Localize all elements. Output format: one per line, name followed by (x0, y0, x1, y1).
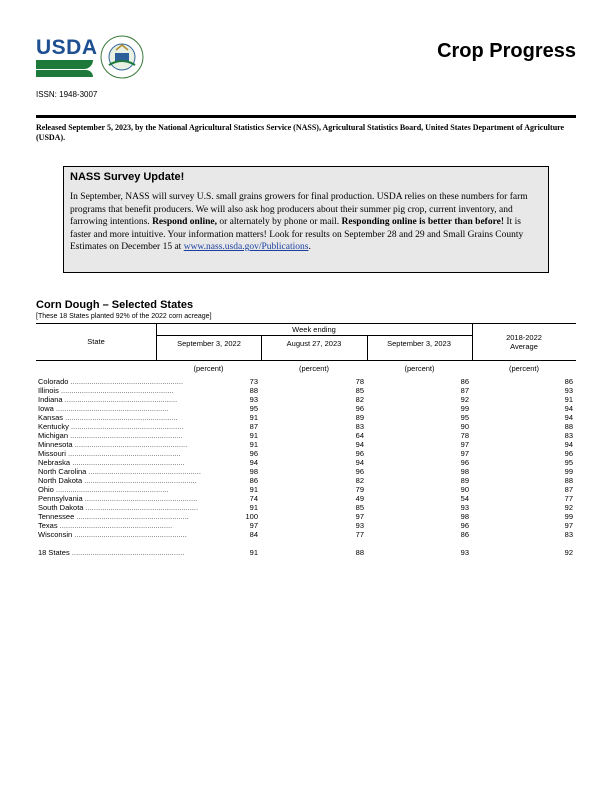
table-row (36, 485, 576, 494)
leader-dots: ...................................................... (86, 467, 201, 476)
leader-dots: ...................................................... (62, 395, 178, 404)
state-label: North Dakota (38, 476, 83, 485)
leader-dots: ...................................................... (63, 413, 178, 422)
value-cell: 95 (249, 404, 258, 413)
usda-logo-wave (36, 70, 93, 77)
state-name (38, 449, 181, 458)
state-name (38, 458, 185, 467)
value-cell: 97 (355, 512, 364, 521)
value-cell: 64 (355, 431, 364, 440)
value-cell: 94 (355, 458, 364, 467)
state-label: 18 States (38, 548, 70, 557)
leader-dots: ...................................................... (65, 449, 181, 458)
table-row (36, 494, 576, 503)
value-cell: 94 (564, 404, 573, 413)
column-header-aug-27-2023: August 27, 2023 (286, 339, 342, 348)
value-cell: 93 (249, 395, 258, 404)
table-row (36, 440, 576, 449)
table-row (36, 404, 576, 413)
value-cell: 91 (249, 548, 258, 557)
notice-body (70, 191, 542, 254)
leader-dots: ...................................................... (72, 530, 187, 539)
state-name (38, 440, 188, 449)
notice-bold-text: Respond online, (152, 217, 217, 227)
state-name (38, 413, 178, 422)
value-cell: 96 (355, 449, 364, 458)
state-label: Minnesota (38, 440, 73, 449)
table-row (36, 449, 576, 458)
leader-dots: ...................................................... (83, 503, 199, 512)
value-cell: 86 (460, 377, 469, 386)
value-cell: 94 (355, 440, 364, 449)
value-cell: 93 (355, 521, 364, 530)
leader-dots: ...................................................... (74, 512, 189, 521)
value-cell: 98 (249, 467, 258, 476)
table-row (36, 431, 576, 440)
usda-logo-wave (36, 60, 93, 69)
value-cell: 97 (460, 440, 469, 449)
value-cell: 94 (249, 458, 258, 467)
state-name (38, 494, 198, 503)
state-label: Indiana (38, 395, 63, 404)
value-cell: 84 (249, 530, 258, 539)
table-row (36, 386, 576, 395)
table-row (36, 395, 576, 404)
state-label: Kentucky (38, 422, 69, 431)
header-rule (36, 115, 576, 118)
state-name (38, 548, 185, 557)
state-name (38, 386, 174, 395)
column-header-average: 2018-2022 Average (506, 333, 542, 351)
value-cell: 88 (355, 548, 364, 557)
value-cell: 82 (355, 395, 364, 404)
report-title: Crop Progress (437, 40, 576, 62)
state-label: Kansas (38, 413, 64, 422)
leader-dots: ...................................................... (53, 485, 169, 494)
value-cell: 96 (249, 449, 258, 458)
value-cell: 96 (355, 467, 364, 476)
value-cell: 89 (460, 476, 469, 485)
agriculture-counts-seal (100, 35, 144, 79)
value-cell: 94 (564, 440, 573, 449)
leader-dots: ...................................................... (82, 494, 198, 503)
leader-dots: ...................................................... (70, 458, 185, 467)
state-name (38, 422, 184, 431)
publications-link[interactable]: www.nass.usda.gov/Publications (183, 242, 309, 252)
leader-dots: ...................................................... (69, 548, 185, 557)
table-note: [These 18 States planted 92% of the 2022 corn acreage] (36, 313, 212, 320)
value-cell: 86 (564, 377, 573, 386)
usda-logo (36, 36, 98, 80)
value-cell: 87 (564, 485, 573, 494)
table-row (36, 422, 576, 431)
issn: ISSN: 1948-3007 (36, 90, 98, 99)
value-cell: 83 (564, 530, 573, 539)
table-row (36, 521, 576, 530)
value-cell: 73 (249, 377, 258, 386)
value-cell: 79 (355, 485, 364, 494)
table-row (36, 512, 576, 521)
state-name (38, 404, 169, 413)
value-cell: 88 (249, 386, 258, 395)
notice-title: NASS Survey Update! (70, 171, 185, 183)
value-cell: 94 (564, 413, 573, 422)
unit-label: (percent) (298, 364, 329, 373)
value-cell: 97 (249, 521, 258, 530)
leader-dots: ...................................................... (68, 422, 184, 431)
value-cell: 93 (460, 503, 469, 512)
value-cell: 86 (460, 530, 469, 539)
state-label: Missouri (38, 449, 66, 458)
value-cell: 97 (564, 521, 573, 530)
state-name (38, 530, 187, 539)
leader-dots: ...................................................... (53, 404, 169, 413)
value-cell: 87 (249, 422, 258, 431)
header-bottom-rule (36, 360, 576, 361)
value-cell: 91 (249, 431, 258, 440)
unit-label: (percent) (508, 364, 539, 373)
leader-dots: ...................................................... (58, 386, 174, 395)
value-cell: 96 (564, 449, 573, 458)
state-column-header: State (87, 337, 105, 346)
leader-dots: ...................................................... (82, 476, 197, 485)
state-label: Wisconsin (38, 530, 73, 539)
table-title: Corn Dough – Selected States (36, 299, 194, 311)
value-cell: 91 (249, 485, 258, 494)
state-label: Iowa (38, 404, 54, 413)
value-cell: 89 (355, 413, 364, 422)
table-row (36, 413, 576, 422)
state-label: Pennsylvania (38, 494, 83, 503)
value-cell: 77 (355, 530, 364, 539)
value-cell: 96 (355, 404, 364, 413)
value-cell: 99 (564, 467, 573, 476)
value-cell: 49 (355, 494, 364, 503)
value-cell: 86 (249, 476, 258, 485)
leader-dots: ...................................................... (72, 440, 188, 449)
value-cell: 78 (355, 377, 364, 386)
state-label: North Carolina (38, 467, 87, 476)
state-label: Ohio (38, 485, 54, 494)
value-cell: 91 (249, 440, 258, 449)
value-cell: 91 (249, 413, 258, 422)
state-label: Tennessee (38, 512, 75, 521)
table-row (36, 458, 576, 467)
state-name (38, 503, 199, 512)
state-name (38, 377, 184, 386)
value-cell: 93 (564, 386, 573, 395)
value-cell: 88 (564, 476, 573, 485)
state-name (38, 512, 189, 521)
unit-label: (percent) (193, 364, 224, 373)
table-row (36, 467, 576, 476)
value-cell: 83 (564, 431, 573, 440)
value-cell: 85 (355, 386, 364, 395)
state-label: Michigan (38, 431, 69, 440)
column-divider (472, 323, 473, 360)
state-label: Illinois (38, 386, 59, 395)
state-label: South Dakota (38, 503, 84, 512)
state-name (38, 395, 178, 404)
value-cell: 99 (460, 404, 469, 413)
column-header-sep-3-2023: September 3, 2023 (387, 339, 451, 348)
value-cell: 78 (460, 431, 469, 440)
state-name (38, 467, 201, 476)
value-cell: 91 (564, 395, 573, 404)
value-cell: 95 (564, 458, 573, 467)
value-cell: 87 (460, 386, 469, 395)
value-cell: 77 (564, 494, 573, 503)
leader-dots: ...................................................... (68, 431, 183, 440)
value-cell: 92 (460, 395, 469, 404)
column-divider (367, 335, 368, 360)
notice-bold-text: Responding online is better than before! (341, 217, 505, 227)
state-name (38, 521, 173, 530)
table-row (36, 503, 576, 512)
value-cell: 54 (460, 494, 469, 503)
column-divider (261, 335, 262, 360)
value-cell: 95 (460, 413, 469, 422)
table-top-rule (36, 323, 576, 324)
report-header (36, 30, 576, 90)
state-name (38, 485, 169, 494)
value-cell: 85 (355, 503, 364, 512)
value-cell: 96 (460, 458, 469, 467)
state-name (38, 476, 197, 485)
table-row (36, 530, 576, 539)
value-cell: 92 (564, 503, 573, 512)
value-cell: 99 (564, 512, 573, 521)
unit-label: (percent) (404, 364, 435, 373)
value-cell: 93 (460, 548, 469, 557)
value-cell: 92 (564, 548, 573, 557)
notice-text: In September, NASS will survey U.S. small grains growers for final production. USDA relies on these numbers for farm programs that benefit producers. We will also ask hog producers about their summer pig crop, current inventory, and farrowing intentions. (70, 192, 528, 227)
value-cell: 100 (245, 512, 258, 521)
value-cell: 90 (460, 485, 469, 494)
value-cell: 97 (460, 449, 469, 458)
notice-text: or alternately by phone or mail. (217, 217, 342, 227)
state-label: Colorado (38, 377, 69, 386)
value-cell: 91 (249, 503, 258, 512)
notice-text: . (308, 242, 311, 252)
state-name (38, 431, 183, 440)
table-row (36, 377, 576, 386)
notice-text: It is faster and more intuitive. Your information matters! Look for results on September 28 and 29 and Small Grains County Estimates on December 15 at (70, 217, 524, 252)
usda-logo-text: USDA (36, 36, 98, 59)
value-cell: 96 (460, 521, 469, 530)
week-ending-header: Week ending (292, 325, 336, 334)
state-label: Texas (38, 521, 58, 530)
group-header-rule (156, 335, 472, 336)
state-label: Nebraska (38, 458, 71, 467)
leader-dots: ...................................................... (57, 521, 173, 530)
table-row (36, 476, 576, 485)
value-cell: 98 (460, 512, 469, 521)
value-cell: 90 (460, 422, 469, 431)
value-cell: 82 (355, 476, 364, 485)
release-statement: Released September 5, 2023, by the National Agricultural Statistics Service (NASS), Agricultural Statistics Board, United States Department of Agriculture (USDA). (36, 123, 565, 142)
value-cell: 83 (355, 422, 364, 431)
total-row (36, 548, 576, 557)
value-cell: 74 (249, 494, 258, 503)
column-header-sep-3-2022: September 3, 2022 (177, 339, 241, 348)
value-cell: 88 (564, 422, 573, 431)
leader-dots: ...................................................... (68, 377, 184, 386)
value-cell: 98 (460, 467, 469, 476)
survey-notice-box (63, 166, 549, 273)
